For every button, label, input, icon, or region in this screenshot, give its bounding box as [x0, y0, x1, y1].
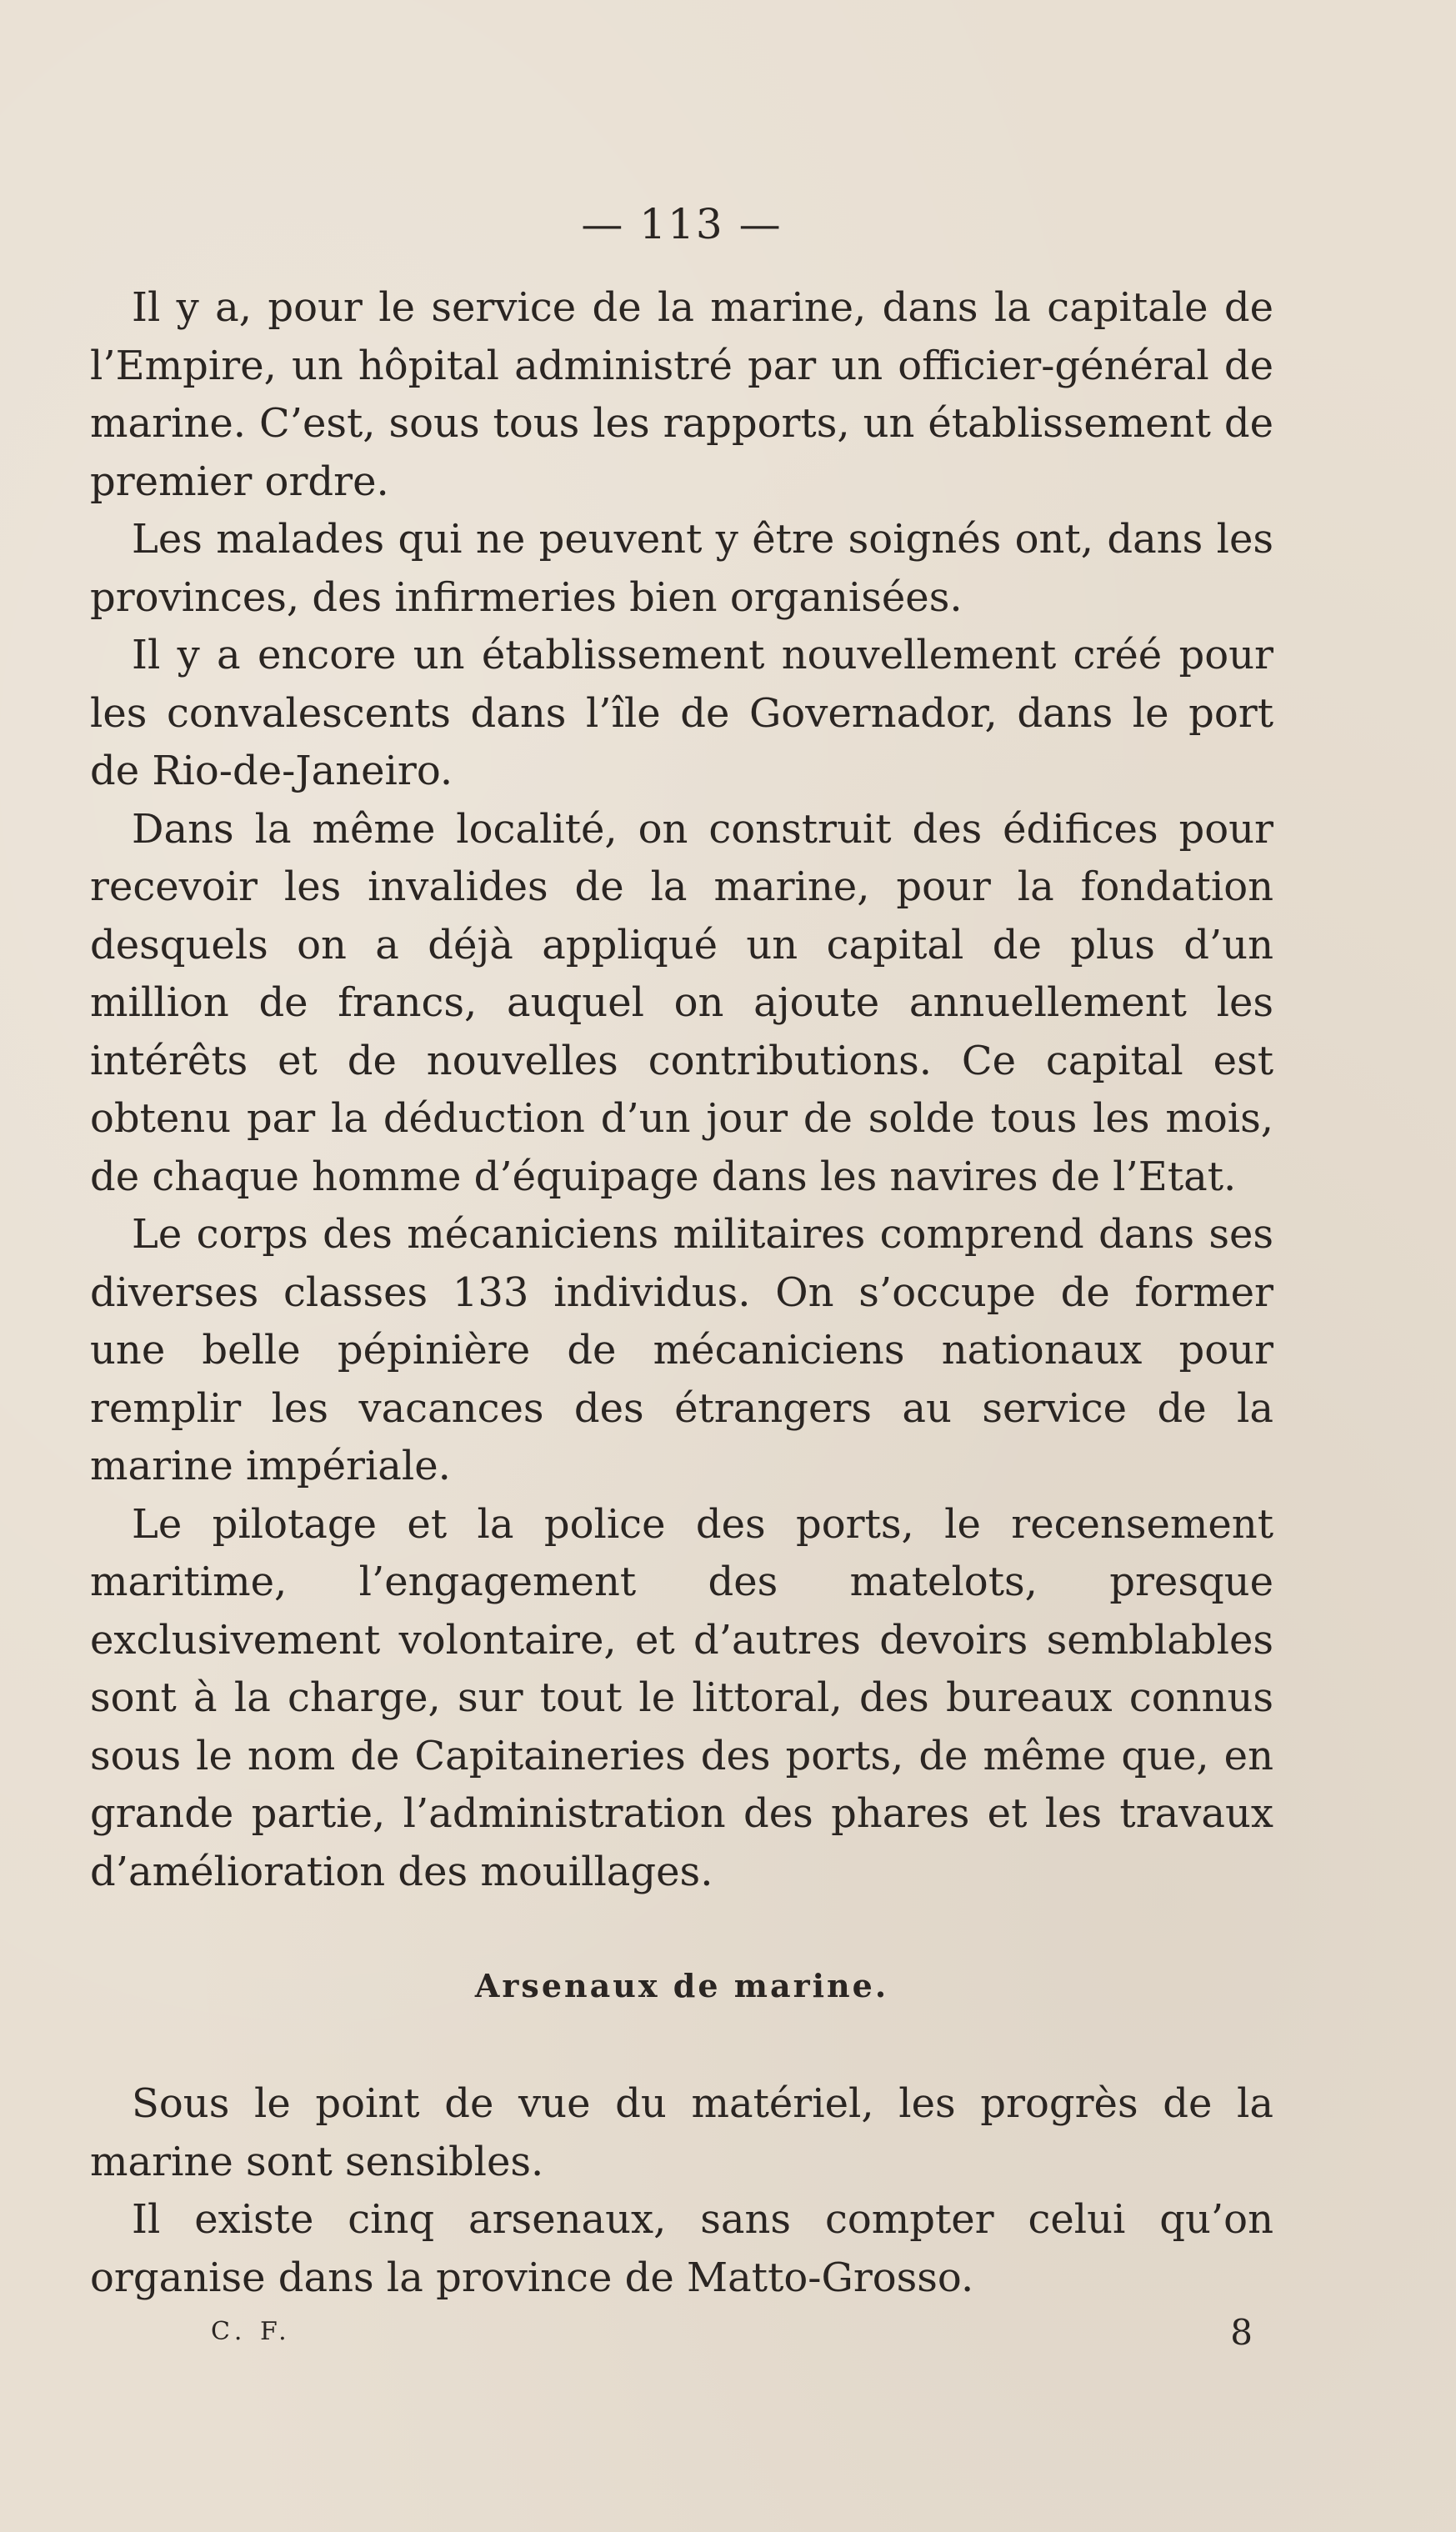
- paragraph-pilotage: Le pilotage et la police des ports, le recensement maritime, l’engagement des matelots, presque exclusivement volontaire, et d’autres devoirs semblables sont à la charge, sur tout le littoral, des bureaux connus sous le nom de Capitaineries des ports, de même que, en grande partie, l’administration des phares et les travaux d’amélioration des mouillages.: [90, 1500, 1273, 1895]
- signature-mark: C. F.: [211, 2317, 292, 2346]
- body-text: [90, 279, 1273, 1901]
- paragraph-invalids: Dans la même localité, on construit des édifices pour recevoir les invalides de la marine, pour la fondation desquels on a déjà appliqué un capital de plus d’un million de francs, auquel on ajoute annuellement les intérêts et de nouvelles contributions. Ce capital est obtenu par la déduction d’un jour de solde tous les mois, de chaque homme d’équipage dans les navires de l’Etat.: [90, 805, 1273, 1200]
- paragraph-infirmaries: Les malades qui ne peuvent y être soignés ont, dans les provinces, des infirmeries bien organisées.: [90, 516, 1273, 621]
- sheet-number: 8: [1230, 2312, 1253, 2353]
- section-heading: Arsenaux de marine.: [474, 1967, 889, 2004]
- page-number: — 113 —: [581, 200, 783, 248]
- paragraph-mechanics: Le corps des mécaniciens militaires comprend dans ses diverses classes 133 individus. On s’occupe de former une belle pépinière de mécaniciens nationaux pour remplir les vacances des étrangers au service de la marine impériale.: [90, 1211, 1273, 1489]
- paragraph-arsenals: Il existe cinq arsenaux, sans compter celui qu’on organise dans la province de Matto-Grosso.: [90, 2196, 1273, 2301]
- paragraph-convalescents: Il y a encore un établissement nouvellement créé pour les convalescents dans l’île de Governador, dans le port de Rio-de-Janeiro.: [90, 632, 1273, 794]
- paragraph-material: Sous le point de vue du matériel, les progrès de la marine sont sensibles.: [90, 2080, 1273, 2185]
- section-text: [90, 2075, 1273, 2307]
- paragraph-hospital: Il y a, pour le service de la marine, dans la capitale de l’Empire, un hôpital administré par un officier-général de marine. C’est, sous tous les rapports, un établissement de premier ordre.: [90, 284, 1273, 505]
